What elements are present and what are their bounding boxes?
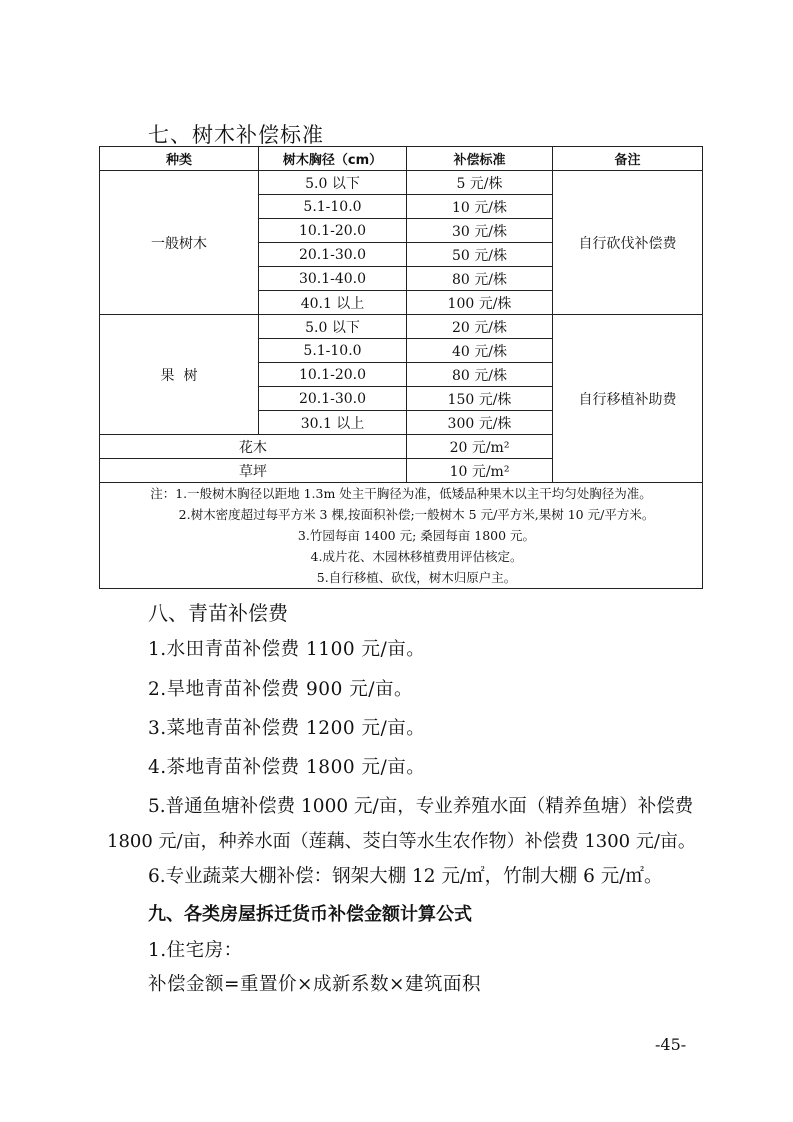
standard-cell: 40 元/株 <box>407 339 553 363</box>
table-notes <box>100 483 703 589</box>
standard-cell: 50 元/株 <box>407 243 553 267</box>
fruit-tree-remark: 自行移植补助费 <box>553 315 703 483</box>
table-header-row <box>100 147 703 171</box>
diameter-cell: 20.1-30.0 <box>259 387 407 411</box>
section-9-title: 九、各类房屋拆迁货币补偿金额计算公式 <box>148 904 472 925</box>
note-line: 3.竹园每亩 1400 元; 桑园每亩 1800 元。 <box>297 528 536 543</box>
diameter-cell: 5.1-10.0 <box>259 339 407 363</box>
header-standard: 补偿标准 <box>407 147 553 171</box>
standard-cell: 5 元/株 <box>407 171 553 195</box>
paragraph: 4.茶地青苗补偿费 1800 元/亩。 <box>148 757 426 778</box>
diameter-cell: 5.1-10.0 <box>259 195 407 219</box>
general-tree-type: 一般树木 <box>100 171 259 315</box>
standard-cell: 30 元/株 <box>407 219 553 243</box>
diameter-cell: 10.1-20.0 <box>259 363 407 387</box>
formula: 补偿金额=重置价×成新系数×建筑面积 <box>148 974 482 995</box>
standard-cell: 100 元/株 <box>407 291 553 315</box>
tree-compensation-table <box>99 146 703 589</box>
standard-cell: 80 元/株 <box>407 267 553 291</box>
note-line: 注：1.一般树木胸径以距地 1.3m 处主干胸径为准，低矮品种果木以主干均匀处胸径为准。 <box>150 486 652 501</box>
diameter-cell: 10.1-20.0 <box>259 219 407 243</box>
header-type: 种类 <box>100 147 259 171</box>
section-8-title: 八、青苗补偿费 <box>148 601 288 625</box>
standard-cell: 300 元/株 <box>407 411 553 435</box>
lawn-standard: 10 元/m² <box>407 459 553 483</box>
header-remark: 备注 <box>553 147 703 171</box>
paragraph: 6.专业蔬菜大棚补偿：钢架大棚 12 元/㎡，竹制大棚 6 元/㎡。 <box>148 866 663 887</box>
diameter-cell: 30.1 以上 <box>259 411 407 435</box>
general-tree-remark: 自行砍伐补偿费 <box>553 171 703 315</box>
fruit-tree-type: 果 树 <box>100 315 259 435</box>
note-line: 5.自行移植、砍伐，树木归原户主。 <box>316 570 517 585</box>
flowers-standard: 20 元/m² <box>407 435 553 459</box>
diameter-cell: 5.0 以下 <box>259 171 407 195</box>
paragraph: 1.住宅房： <box>148 940 243 961</box>
paragraph: 1.水田青苗补偿费 1100 元/亩。 <box>148 639 426 660</box>
paragraph: 3.菜地青苗补偿费 1200 元/亩。 <box>148 718 426 739</box>
header-diameter: 树木胸径（cm） <box>259 147 407 171</box>
notes-row <box>100 483 703 589</box>
standard-cell: 20 元/株 <box>407 315 553 339</box>
paragraph: 1800 元/亩，种养水面（莲藕、茭白等水生农作物）补偿费 1300 元/亩。 <box>107 831 696 852</box>
table-row <box>100 315 703 339</box>
table-row <box>100 171 703 195</box>
note-line: 4.成片花、木园林移植费用评估核定。 <box>310 549 523 564</box>
diameter-cell: 20.1-30.0 <box>259 243 407 267</box>
standard-cell: 10 元/株 <box>407 195 553 219</box>
page-number: -45- <box>655 1035 687 1054</box>
diameter-cell: 40.1 以上 <box>259 291 407 315</box>
standard-cell: 80 元/株 <box>407 363 553 387</box>
note-line: 2.树木密度超过每平方米 3 棵,按面积补偿;一般树木 5 元/平方米,果树 10 元/平方米。 <box>178 507 655 522</box>
standard-cell: 150 元/株 <box>407 387 553 411</box>
diameter-cell: 30.1-40.0 <box>259 267 407 291</box>
diameter-cell: 5.0 以下 <box>259 315 407 339</box>
section-7-title: 七、树木补偿标准 <box>148 123 324 147</box>
lawn-type: 草坪 <box>100 459 407 483</box>
flowers-type: 花木 <box>100 435 407 459</box>
paragraph: 2.旱地青苗补偿费 900 元/亩。 <box>148 679 413 700</box>
paragraph: 5.普通鱼塘补偿费 1000 元/亩，专业养殖水面（精养鱼塘）补偿费 <box>148 796 694 817</box>
